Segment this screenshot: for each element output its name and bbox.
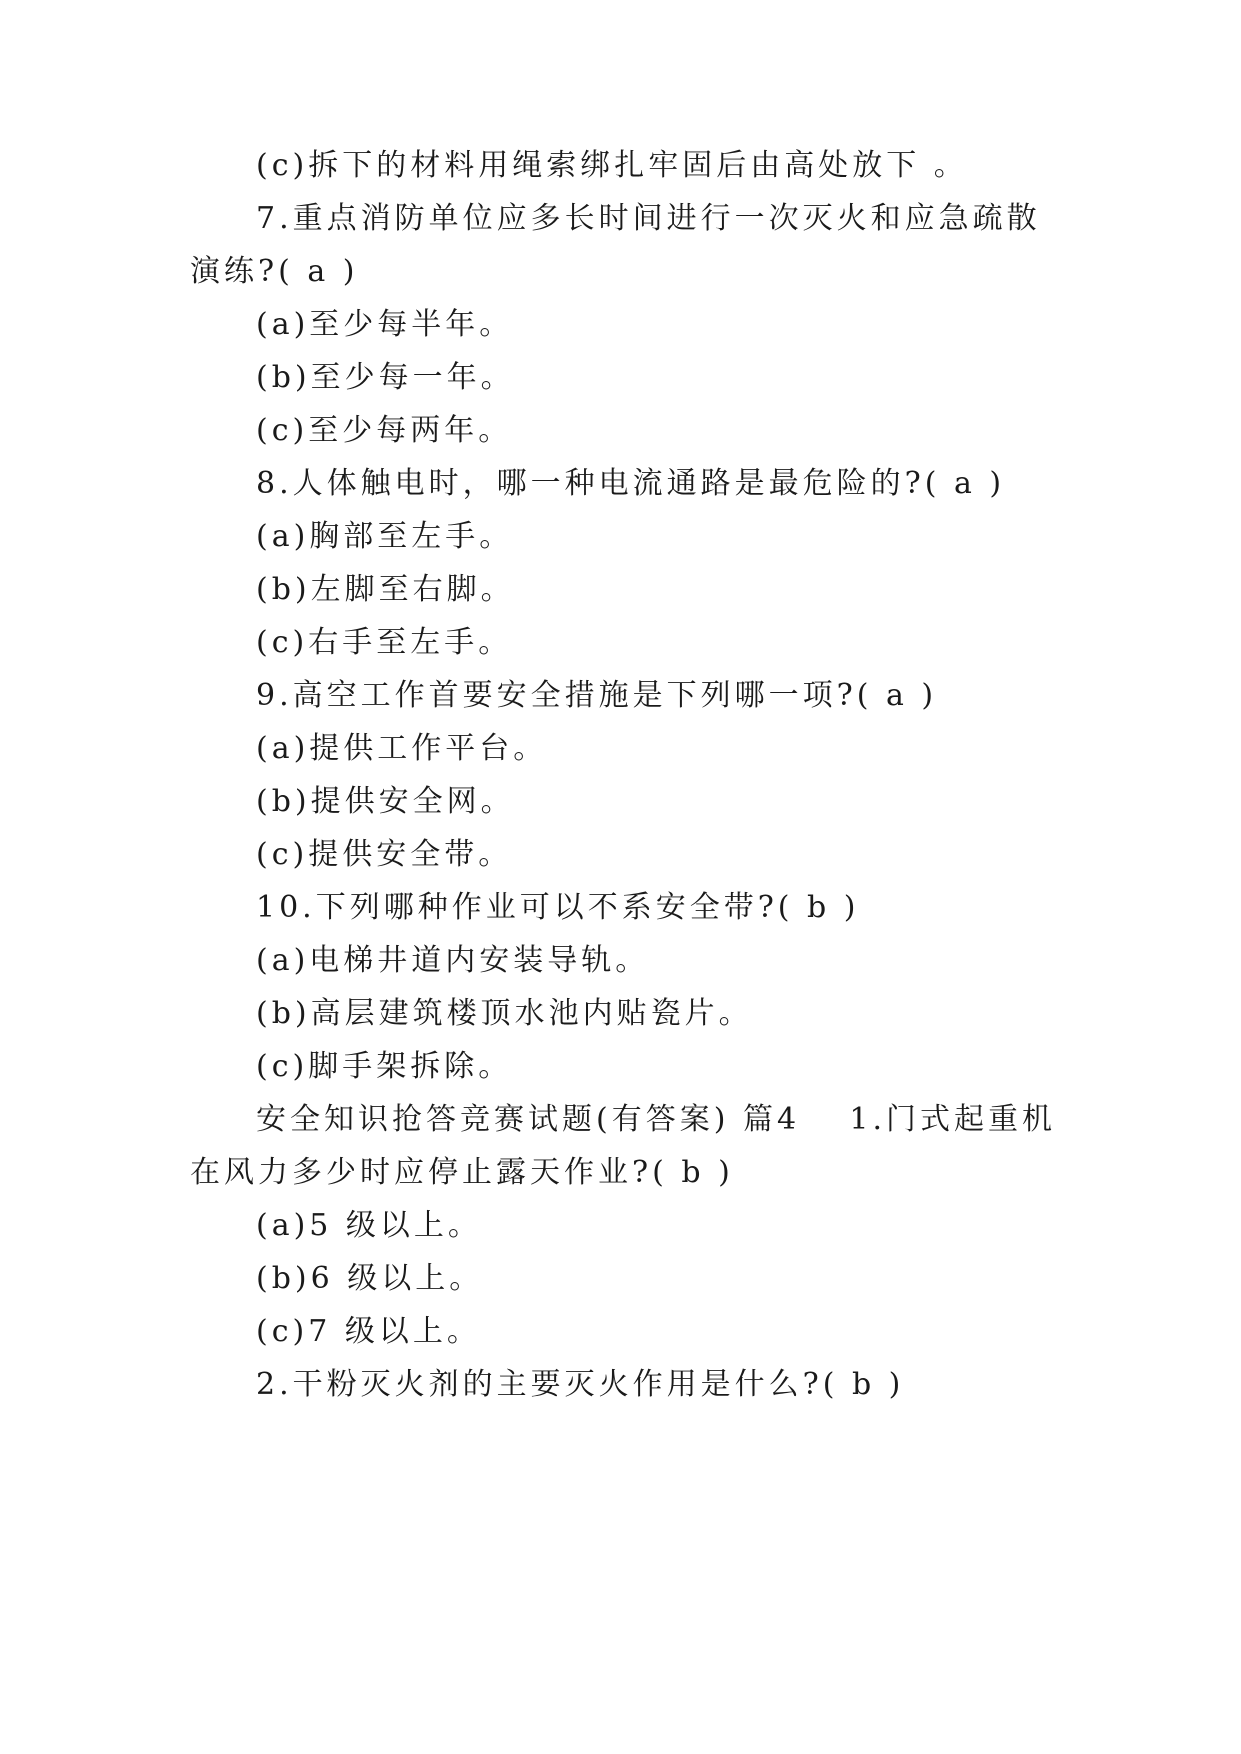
option-line: (a)5 级以上。	[256, 1208, 482, 1243]
section-title: 安全知识抢答竞赛试题(有答案) 篇4	[256, 1102, 801, 1137]
option-line: (c)至少每两年。	[256, 413, 513, 448]
option-line: (c)拆下的材料用绳索绑扎牢固后由高处放下 。	[256, 148, 968, 183]
section-heading-row	[256, 1100, 1056, 1140]
question-line-continued: 在风力多少时应停止露天作业?( b )	[190, 1155, 734, 1190]
option-line: (a)电梯井道内安装导轨。	[256, 943, 650, 978]
option-line: (a)至少每半年。	[256, 307, 514, 342]
question-start: 1.门式起重机	[849, 1102, 1056, 1137]
option-line: (b)高层建筑楼顶水池内贴瓷片。	[256, 996, 753, 1031]
question-line-continued: 演练?( a )	[190, 254, 359, 289]
option-line: (a)胸部至左手。	[256, 519, 514, 554]
question-line: 10.下列哪种作业可以不系安全带?( b )	[256, 890, 860, 925]
question-line: 8.人体触电时，哪一种电流通路是最危险的?( a )	[256, 466, 1006, 501]
option-line: (b)至少每一年。	[256, 360, 515, 395]
option-line: (c)7 级以上。	[256, 1314, 481, 1349]
question-line: 2.干粉灭火剂的主要灭火作用是什么?( b )	[256, 1367, 905, 1402]
option-line: (c)提供安全带。	[256, 837, 513, 872]
option-line: (b)提供安全网。	[256, 784, 515, 819]
option-line: (c)脚手架拆除。	[256, 1049, 513, 1084]
option-line: (a)提供工作平台。	[256, 731, 548, 766]
option-line: (b)6 级以上。	[256, 1261, 484, 1296]
question-line: 7.重点消防单位应多长时间进行一次灭火和应急疏散	[256, 201, 1041, 236]
option-line: (b)左脚至右脚。	[256, 572, 515, 607]
option-line: (c)右手至左手。	[256, 625, 513, 660]
question-line: 9.高空工作首要安全措施是下列哪一项?( a )	[256, 678, 938, 713]
